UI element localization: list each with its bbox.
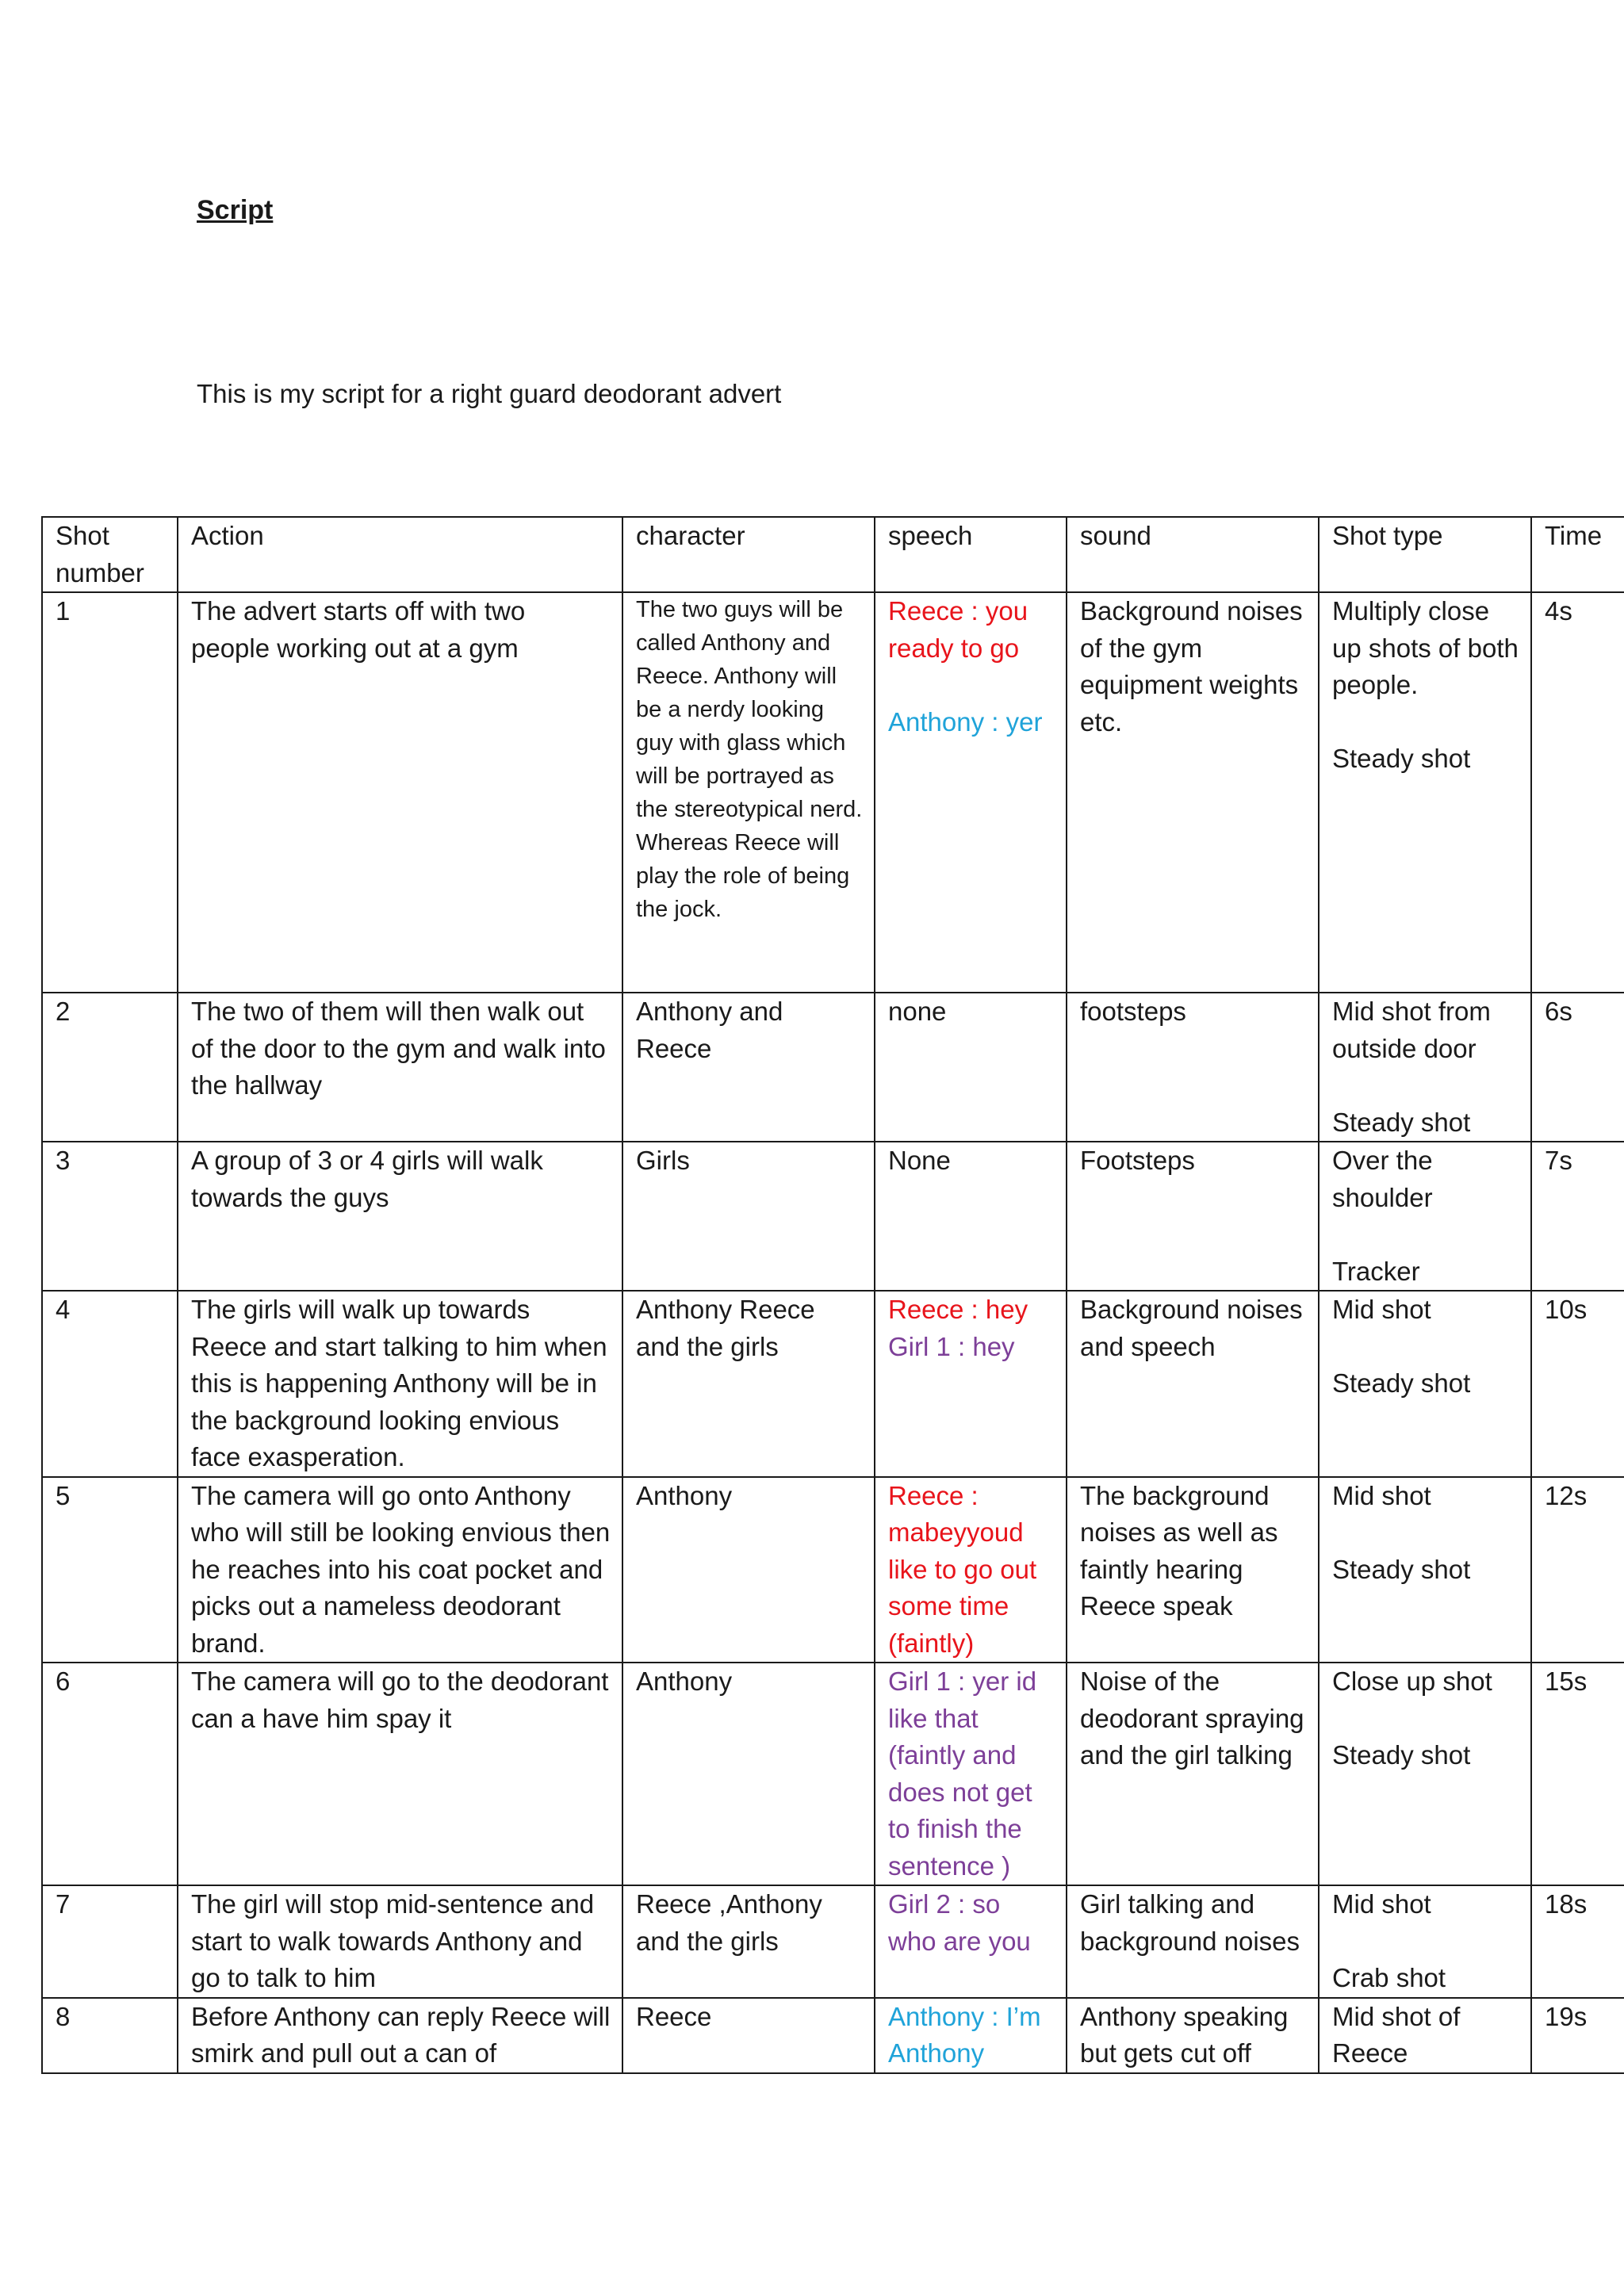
table-row [42, 1998, 1624, 2073]
header-time: Time [1531, 517, 1624, 592]
speech-cell [875, 1998, 1067, 2073]
table-row [42, 1291, 1624, 1477]
shot-type-cell [1319, 1291, 1531, 1477]
header-action: Action [178, 517, 622, 592]
time-cell: 19s [1531, 1998, 1624, 2073]
shot-type-cell [1319, 1142, 1531, 1291]
time-cell: 7s [1531, 1142, 1624, 1291]
shot-type-line: Mid shot [1332, 1295, 1431, 1324]
action-cell: The camera will go to the deodorant can a have him spay it [178, 1663, 622, 1885]
speech-cell [875, 1291, 1067, 1477]
shot-type-cell [1319, 1663, 1531, 1885]
action-cell: The two of them will then walk out of the door to the gym and walk into the hallway [178, 993, 622, 1142]
shot-number-cell: 2 [42, 993, 178, 1142]
sound-cell: Anthony speaking but gets cut off [1067, 1998, 1319, 2073]
action-cell: The advert starts off with two people working out at a gym [178, 592, 622, 993]
header-sound: sound [1067, 517, 1319, 592]
time-cell: 18s [1531, 1885, 1624, 1998]
time-cell: 6s [1531, 993, 1624, 1142]
shot-type-line: Steady shot [1332, 1368, 1471, 1398]
intro-text: This is my script for a right guard deodorant advert [197, 379, 782, 408]
character-cell: The two guys will be called Anthony and Reece. Anthony will be a nerdy looking guy with glass which will be portrayed as the stereotypical nerd. Whereas Reece will play the role of being the jock. [622, 592, 875, 993]
sound-cell: Background noises of the gym equipment weights etc. [1067, 592, 1319, 993]
shot-type-line: Tracker [1332, 1256, 1420, 1286]
sound-cell: Footsteps [1067, 1142, 1319, 1291]
header-row [42, 517, 1624, 592]
speech-line: Girl 2 : so who are you [888, 1889, 1031, 1956]
speech-line: Reece : you ready to go [888, 596, 1028, 663]
header-shot-type: Shot type [1319, 517, 1531, 592]
speech-cell [875, 1885, 1067, 1998]
character-cell: Anthony [622, 1477, 875, 1663]
table-row [42, 1663, 1624, 1885]
character-cell: Girls [622, 1142, 875, 1291]
sound-cell: Noise of the deodorant spraying and the girl talking [1067, 1663, 1319, 1885]
speech-line: Anthony : I’m Anthony [888, 2001, 1041, 2068]
shot-number-cell: 6 [42, 1663, 178, 1885]
speech-line: Reece : mabeyyoud like to go out some time (faintly) [888, 1480, 1037, 1658]
shot-number-cell: 5 [42, 1477, 178, 1663]
table-row [42, 993, 1624, 1142]
speech-cell [875, 1142, 1067, 1291]
action-cell: The girl will stop mid-sentence and start to walk towards Anthony and go to talk to him [178, 1885, 622, 1998]
shot-number-cell: 1 [42, 592, 178, 993]
shot-number-cell: 8 [42, 1998, 178, 2073]
speech-line: Girl 1 : hey [888, 1331, 1015, 1361]
shot-type-line: Steady shot [1332, 1107, 1471, 1137]
page-title: Script [197, 195, 274, 225]
speech-line: Reece : hey [888, 1295, 1028, 1324]
shot-type-cell [1319, 1885, 1531, 1998]
action-cell: Before Anthony can reply Reece will smirk and pull out a can of [178, 1998, 622, 2073]
shot-type-line: Close up shot [1332, 1667, 1492, 1696]
table-row [42, 1885, 1624, 1998]
header-character: character [622, 517, 875, 592]
shot-type-line: Mid shot of Reece [1332, 2001, 1461, 2068]
speech-line: Girl 1 : yer id like that (faintly and does not get to finish the sentence ) [888, 1667, 1037, 1881]
character-cell: Anthony and Reece [622, 993, 875, 1142]
shot-number-cell: 7 [42, 1885, 178, 1998]
sound-cell: Background noises and speech [1067, 1291, 1319, 1477]
speech-line: None [888, 1146, 951, 1175]
action-cell: The girls will walk up towards Reece and start talking to him when this is happening Anthony will be in the background looking envious face exasperation. [178, 1291, 622, 1477]
table-row [42, 1142, 1624, 1291]
character-cell: Anthony Reece and the girls [622, 1291, 875, 1477]
character-cell: Anthony [622, 1663, 875, 1885]
header-speech: speech [875, 517, 1067, 592]
speech-line: Anthony : yer [888, 706, 1043, 737]
shot-type-line: Over the shoulder [1332, 1146, 1433, 1212]
script-table [41, 516, 1624, 2074]
table-row [42, 1477, 1624, 1663]
action-cell: A group of 3 or 4 girls will walk towards the guys [178, 1142, 622, 1291]
table-row [42, 592, 1624, 993]
time-cell: 10s [1531, 1291, 1624, 1477]
speech-cell [875, 1663, 1067, 1885]
shot-type-line: Steady shot [1332, 744, 1471, 773]
shot-type-cell [1319, 592, 1531, 993]
sound-cell: The background noises as well as faintly hearing Reece speak [1067, 1477, 1319, 1663]
shot-type-cell [1319, 1477, 1531, 1663]
header-shot-number: Shot number [42, 517, 178, 592]
time-cell: 4s [1531, 592, 1624, 993]
shot-number-cell: 4 [42, 1291, 178, 1477]
time-cell: 15s [1531, 1663, 1624, 1885]
speech-cell [875, 592, 1067, 993]
shot-type-line: Steady shot [1332, 1740, 1471, 1770]
shot-type-line: Crab shot [1332, 1963, 1446, 1992]
sound-cell: Girl talking and background noises [1067, 1885, 1319, 1998]
shot-type-line: Multiply close up shots of both people. [1332, 596, 1519, 699]
speech-cell [875, 993, 1067, 1142]
shot-type-line: Mid shot [1332, 1889, 1431, 1919]
shot-type-line: Steady shot [1332, 1554, 1471, 1584]
speech-line: none [888, 997, 947, 1026]
character-cell: Reece ,Anthony and the girls [622, 1885, 875, 1998]
shot-type-line: Mid shot from outside door [1332, 997, 1491, 1063]
speech-cell [875, 1477, 1067, 1663]
character-cell: Reece [622, 1998, 875, 2073]
time-cell: 12s [1531, 1477, 1624, 1663]
shot-type-line: Mid shot [1332, 1480, 1431, 1510]
shot-type-cell [1319, 993, 1531, 1142]
sound-cell: footsteps [1067, 993, 1319, 1142]
action-cell: The camera will go onto Anthony who will still be looking envious then he reaches into his coat pocket and picks out a nameless deodorant brand. [178, 1477, 622, 1663]
shot-number-cell: 3 [42, 1142, 178, 1291]
shot-type-cell [1319, 1998, 1531, 2073]
